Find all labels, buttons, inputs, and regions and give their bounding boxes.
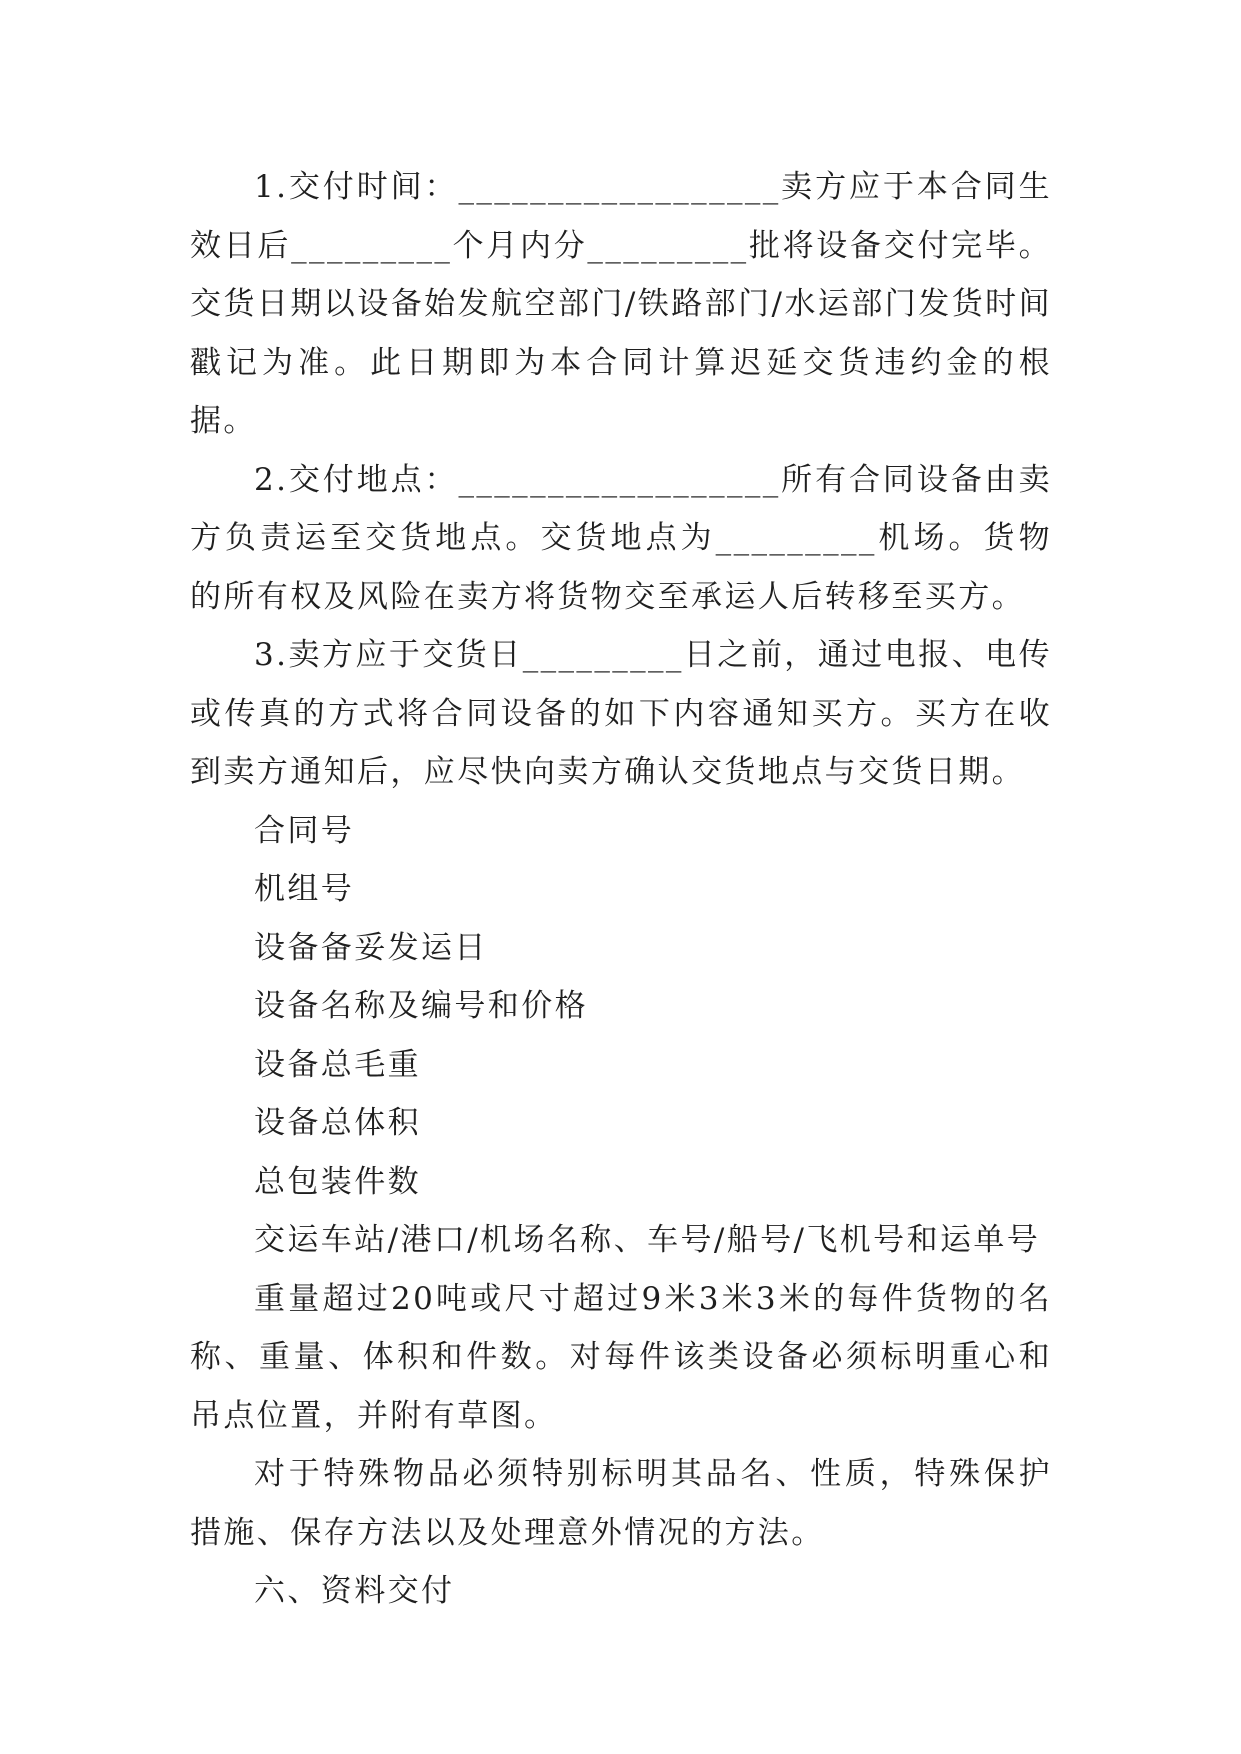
notice-item-ready-date: 设备备妥发运日: [254, 929, 488, 966]
paragraph-delivery-time: 1.交付时间：__________________卖方应于本合同生效日后_________个月内分_________批将设备交付完毕。交货日期以设备始发航空部门/铁路部门/水运部门发货时间戳记为准。此日期即为本合同计算迟延交货违约金的根据。: [190, 169, 1052, 439]
notice-item-total-volume: 设备总体积: [254, 1105, 421, 1141]
notice-item-transport-info: 交运车站/港口/机场名称、车号/船号/飞机号和运单号: [254, 1222, 1041, 1258]
paragraph-delivery-notice: 3.卖方应于交货日_________日之前，通过电报、电传或传真的方式将合同设备的如下内容通知买方。买方在收到卖方通知后，应尽快向卖方确认交货地点与交货日期。: [190, 637, 1052, 790]
section-heading: 六、资料交付: [254, 1573, 455, 1609]
notice-item-gross-weight: 设备总毛重: [254, 1046, 421, 1083]
notice-item-equipment-name: 设备名称及编号和价格: [254, 988, 588, 1024]
notice-item-package-count: 总包装件数: [254, 1163, 421, 1200]
notice-item-unit-no: 机组号: [254, 871, 355, 907]
notice-item-contract-no: 合同号: [254, 812, 355, 849]
paragraph-delivery-place: 2.交付地点：__________________所有合同设备由卖方负责运至交货地点。交货地点为_________机场。货物的所有权及风险在卖方将货物交至承运人后转移至买方。: [190, 461, 1052, 615]
paragraph-heavy-cargo: 重量超过20吨或尺寸超过9米3米3米的每件货物的名称、重量、体积和件数。对每件该类设备必须标明重心和吊点位置，并附有草图。: [190, 1280, 1052, 1434]
paragraph-special-goods: 对于特殊物品必须特别标明其品名、性质，特殊保护措施、保存方法以及处理意外情况的方法。: [190, 1456, 1052, 1551]
document-body: [190, 158, 1052, 1621]
